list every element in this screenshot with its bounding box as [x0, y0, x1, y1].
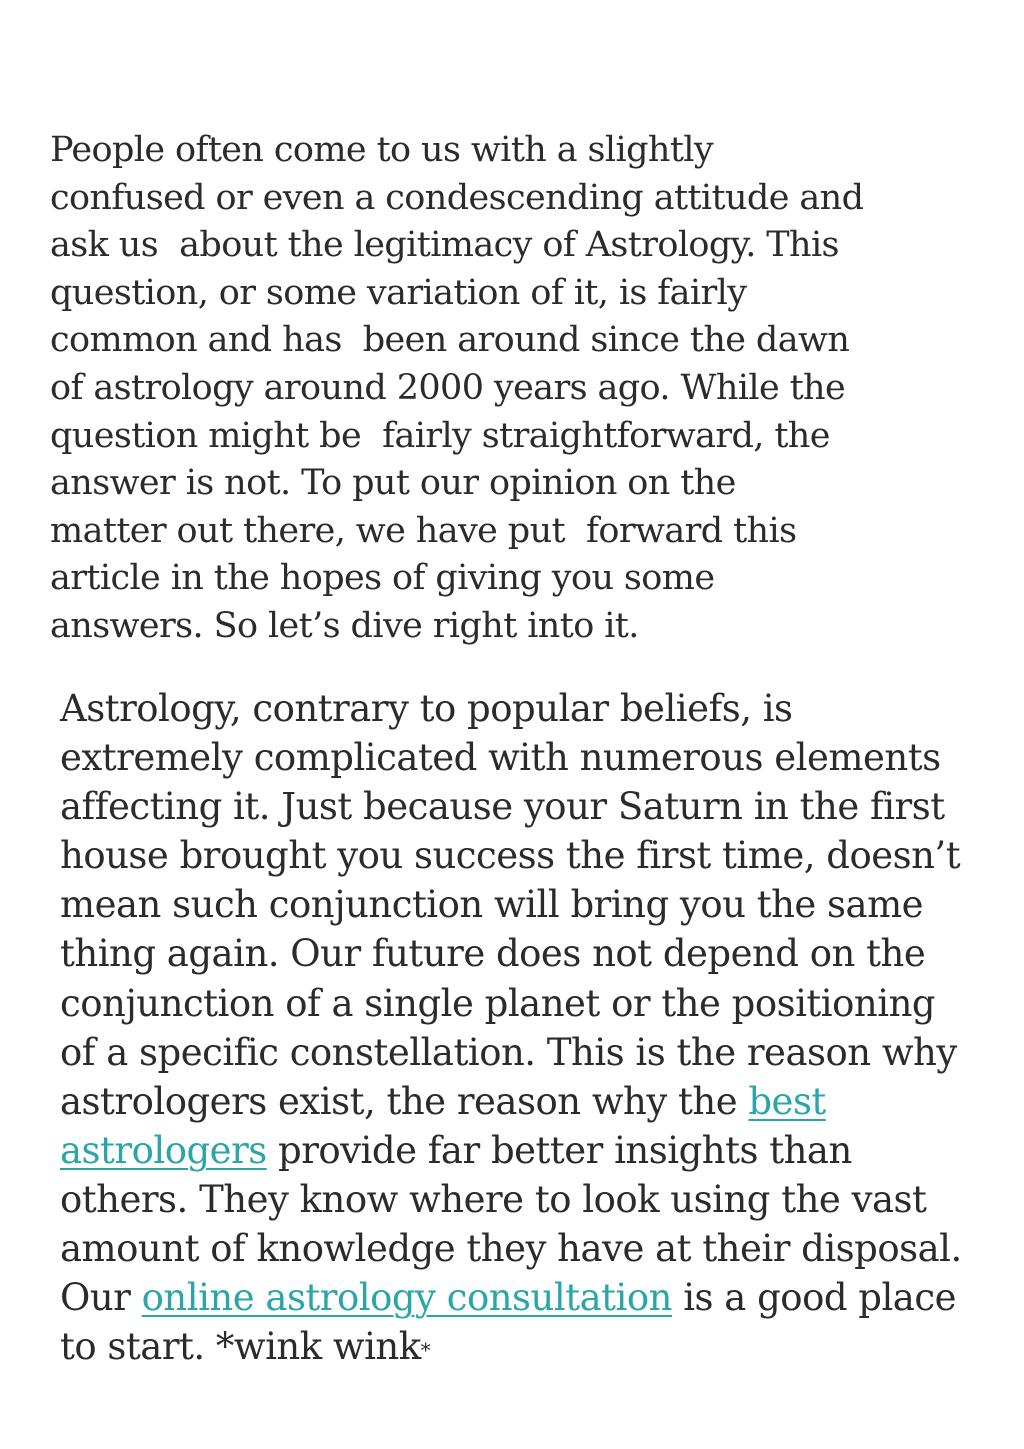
paragraph-line: question might be fairly straightforward, the: [50, 415, 830, 456]
paragraph-line: Astrology, contrary to popular beliefs, is: [60, 687, 793, 730]
article-paragraph-2: [60, 684, 962, 1375]
line-text: provide far better insights than: [266, 1128, 852, 1172]
paragraph-line: mean such conjunction will bring you the same: [60, 883, 924, 927]
paragraph-line: common and has been around since the dawn: [50, 320, 850, 361]
paragraph-line: confused or even a condescending attitude and: [50, 177, 864, 218]
paragraph-line: [60, 1322, 962, 1375]
paragraph-line: article in the hopes of giving you some: [50, 558, 715, 599]
paragraph-line: of a specific constellation. This is the reason why: [60, 1030, 957, 1074]
paragraph-line: answers. So let’s dive right into it.: [50, 605, 639, 646]
paragraph-line: of astrology around 2000 years ago. While the: [50, 367, 846, 408]
paragraph-line: extremely complicated with numerous elements: [60, 736, 941, 780]
paragraph-line: answer is not. To put our opinion on the: [50, 463, 736, 504]
small-asterisk: *: [420, 1338, 431, 1363]
online-astrology-consultation-link[interactable]: online astrology consultation: [141, 1276, 672, 1320]
best-astrologers-link[interactable]: best: [748, 1079, 826, 1123]
best-astrologers-link-continued[interactable]: astrologers: [60, 1128, 267, 1172]
paragraph-line: question, or some variation of it, is fairly: [50, 272, 747, 313]
paragraph-line: amount of knowledge they have at their disposal.: [60, 1227, 962, 1271]
paragraph-line-with-link: [60, 1126, 962, 1175]
line-text: to start. *wink wink: [60, 1325, 421, 1369]
article-paragraph-1: [50, 127, 863, 651]
paragraph-line-with-link: [60, 1077, 962, 1126]
paragraph-line-with-link: [60, 1273, 962, 1322]
line-text: astrologers exist, the reason why the: [60, 1079, 749, 1123]
paragraph-line: ask us about the legitimacy of Astrology. This: [50, 225, 839, 266]
paragraph-line: affecting it. Just because your Saturn in the first: [60, 785, 945, 829]
paragraph-line: matter out there, we have put forward this: [50, 510, 797, 551]
line-text: is a good place: [671, 1276, 956, 1320]
line-text: Our: [60, 1276, 142, 1320]
paragraph-line: others. They know where to look using the vast: [60, 1177, 927, 1221]
paragraph-line: conjunction of a single planet or the positioning: [60, 981, 936, 1025]
paragraph-line: house brought you success the first time, doesn’t: [60, 834, 961, 878]
paragraph-line: People often come to us with a slightly: [50, 130, 714, 170]
paragraph-line: thing again. Our future does not depend on the: [60, 932, 926, 976]
